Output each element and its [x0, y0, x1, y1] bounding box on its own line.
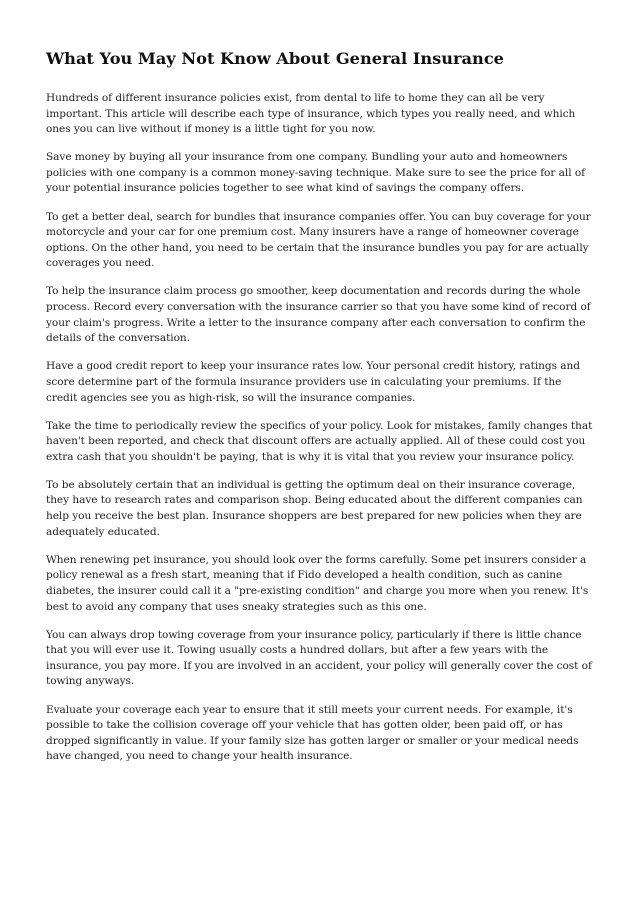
paragraph-4: To help the insurance claim process go smoother, keep documentation and records during the whole process. Record every conversation with the insurance carrier so that you have some kind of record of your claim's progress. Write a letter to the insurance company after each conversation to confirm the details of the conversation.: [46, 285, 591, 345]
document-page: [46, 48, 594, 777]
paragraph-9: You can always drop towing coverage from your insurance policy, particularly if there is little chance that you will ever use it. Towing usually costs a hundred dollars, but after a few years with the insurance, you pay more. If you are involved in an accident, your policy will generally cover the cost of towing anyways.: [46, 628, 592, 688]
paragraph-10: Evaluate your coverage each year to ensure that it still meets your current needs. For example, it's possible to take the collision coverage off your vehicle that has gotten older, been paid off, or has dropped significantly in value. If your family size has gotten larger or smaller or your medical needs have changed, you need to change your health insurance.: [46, 703, 579, 763]
paragraph-8: When renewing pet insurance, you should look over the forms carefully. Some pet insurers consider a policy renewal as a fresh start, meaning that if Fido developed a health condition, such as canine diabetes, the insurer could call it a "pre-existing condition" and charge you more when you renew. It's best to avoid any company that uses sneaky strategies such as this one.: [46, 553, 589, 613]
paragraph-6: Take the time to periodically review the specifics of your policy. Look for mistakes, family changes that haven't been reported, and check that discount offers are actually applied. All of these could cost you extra cash that you shouldn't be paying, that is why it is vital that you review your insurance policy.: [46, 419, 593, 463]
paragraph-5: Have a good credit report to keep your insurance rates low. Your personal credit history, ratings and score determine part of the formula insurance providers use in calculating your premiums. If the credit agencies see you as high-risk, so will the insurance companies.: [46, 360, 580, 404]
paragraph-7: To be absolutely certain that an individual is getting the optimum deal on their insurance coverage, they have to research rates and comparison shop. Being educated about the different companies can help you receive the best plan. Insurance shoppers are best prepared for new policies when they are adequately educated.: [46, 478, 583, 538]
paragraph-3: To get a better deal, search for bundles that insurance companies offer. You can buy coverage for your motorcycle and your car for one premium cost. Many insurers have a range of homeowner coverage options. On the other hand, you need to be certain that the insurance bundles you pay for are actually coverages you need.: [46, 210, 591, 270]
document-title: What You May Not Know About General Insurance: [46, 49, 504, 68]
paragraph-1: Hundreds of different insurance policies exist, from dental to life to home they can all be very important. This article will describe each type of insurance, which types you really need, and which ones you can live without if money is a little tight for you now.: [46, 92, 576, 136]
paragraph-2: Save money by buying all your insurance from one company. Bundling your auto and homeowners policies with one company is a common money-saving technique. Make sure to see the price for all of your potential insurance policies together to see what kind of savings the company offers.: [46, 151, 585, 195]
